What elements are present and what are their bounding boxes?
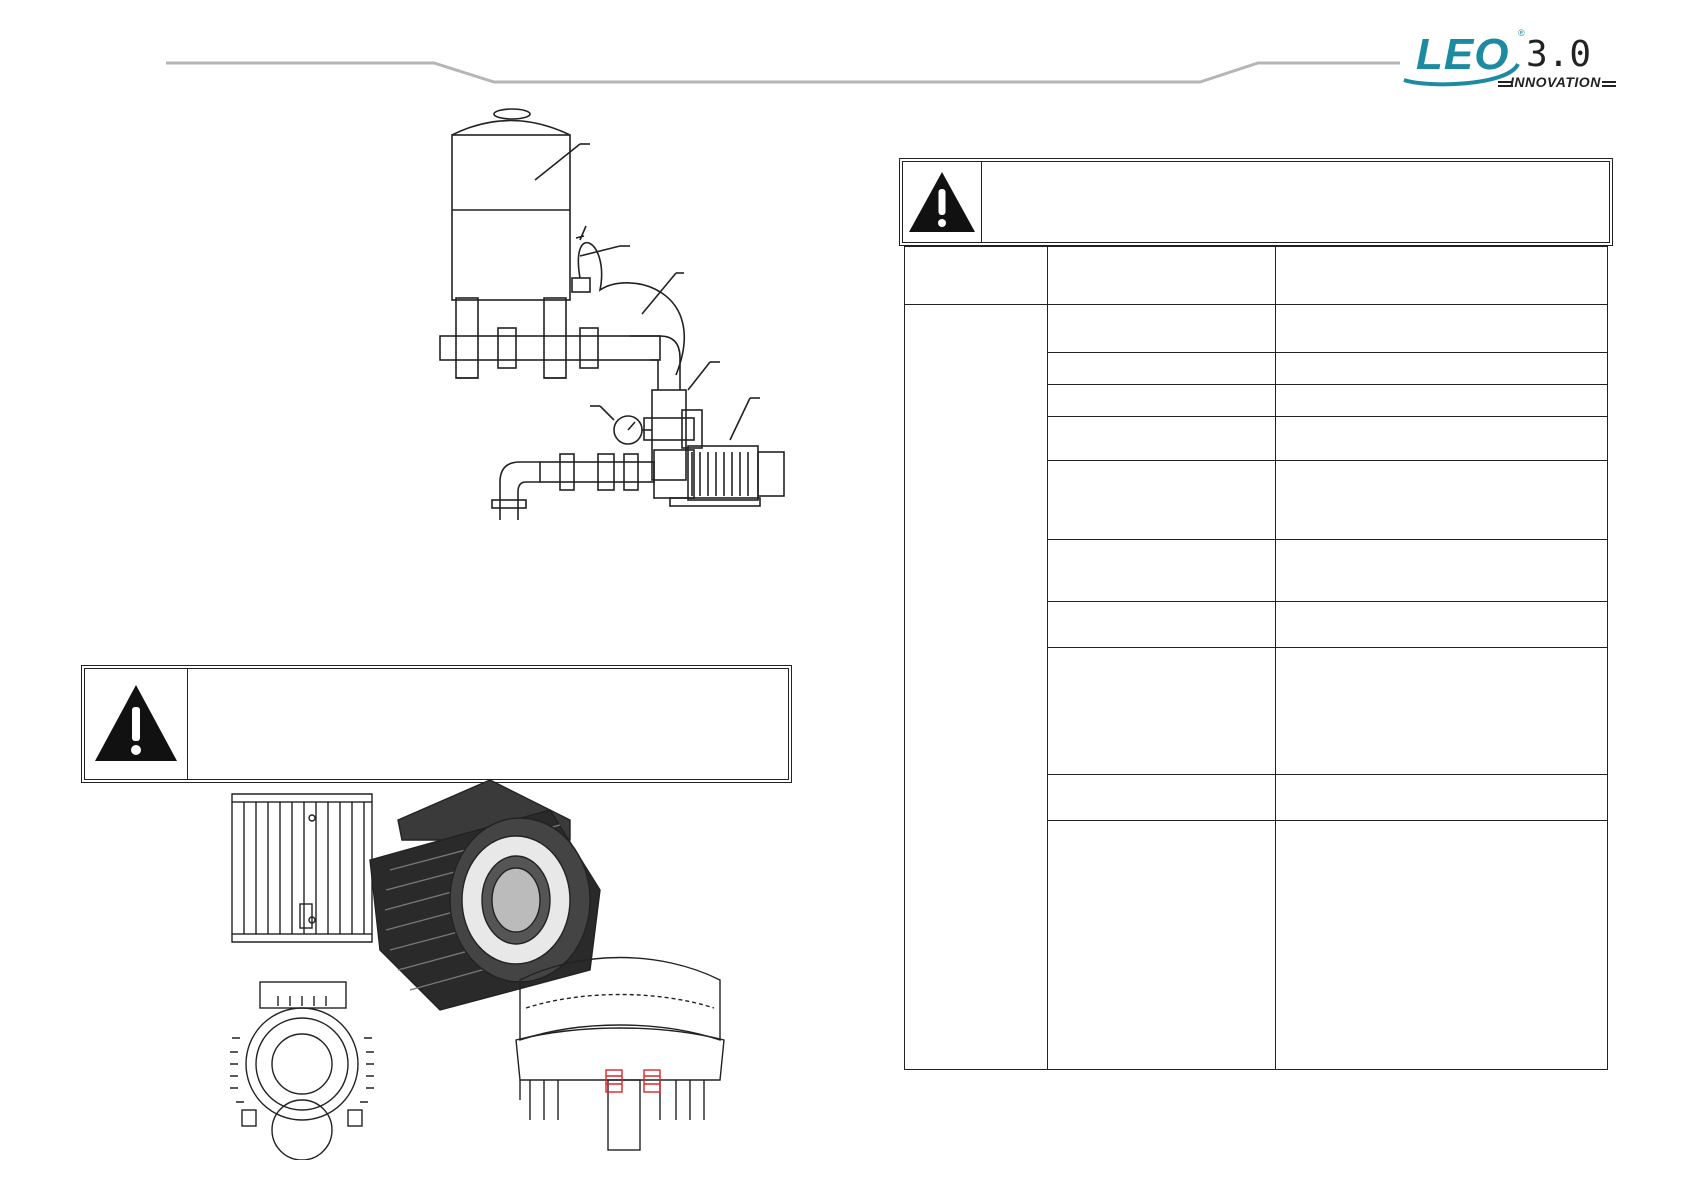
table-row-divider (1047, 820, 1607, 821)
logo-registered-mark: ® (1518, 28, 1525, 38)
table-row-divider (1047, 539, 1607, 540)
warning-triangle-icon (85, 669, 187, 779)
table-row-divider (1047, 601, 1607, 602)
table-header-divider (905, 304, 1607, 305)
table-row-divider (1047, 352, 1607, 353)
warning-icon-cell (903, 162, 982, 242)
troubleshooting-table (904, 246, 1608, 1070)
logo-tagline: INNOVATION (1510, 74, 1601, 90)
motor-housing-views (220, 780, 800, 1160)
logo-version: 3.0 (1526, 34, 1592, 75)
table-column-divider (1275, 247, 1276, 1069)
warning-box-left (84, 668, 789, 780)
warning-box-right (902, 161, 1610, 243)
warning-icon-cell (85, 669, 188, 779)
table-row-divider (1047, 774, 1607, 775)
table-row-divider (1047, 416, 1607, 417)
table-column-divider (1047, 247, 1048, 1069)
logo-leo-text: LEO (1416, 30, 1510, 79)
brand-logo (1398, 24, 1628, 96)
table-row-divider (1047, 384, 1607, 385)
warning-triangle-icon (903, 162, 981, 242)
table-row-divider (1047, 647, 1607, 648)
table-row-divider (1047, 460, 1607, 461)
pressure-tank-installation-diagram (430, 100, 820, 520)
